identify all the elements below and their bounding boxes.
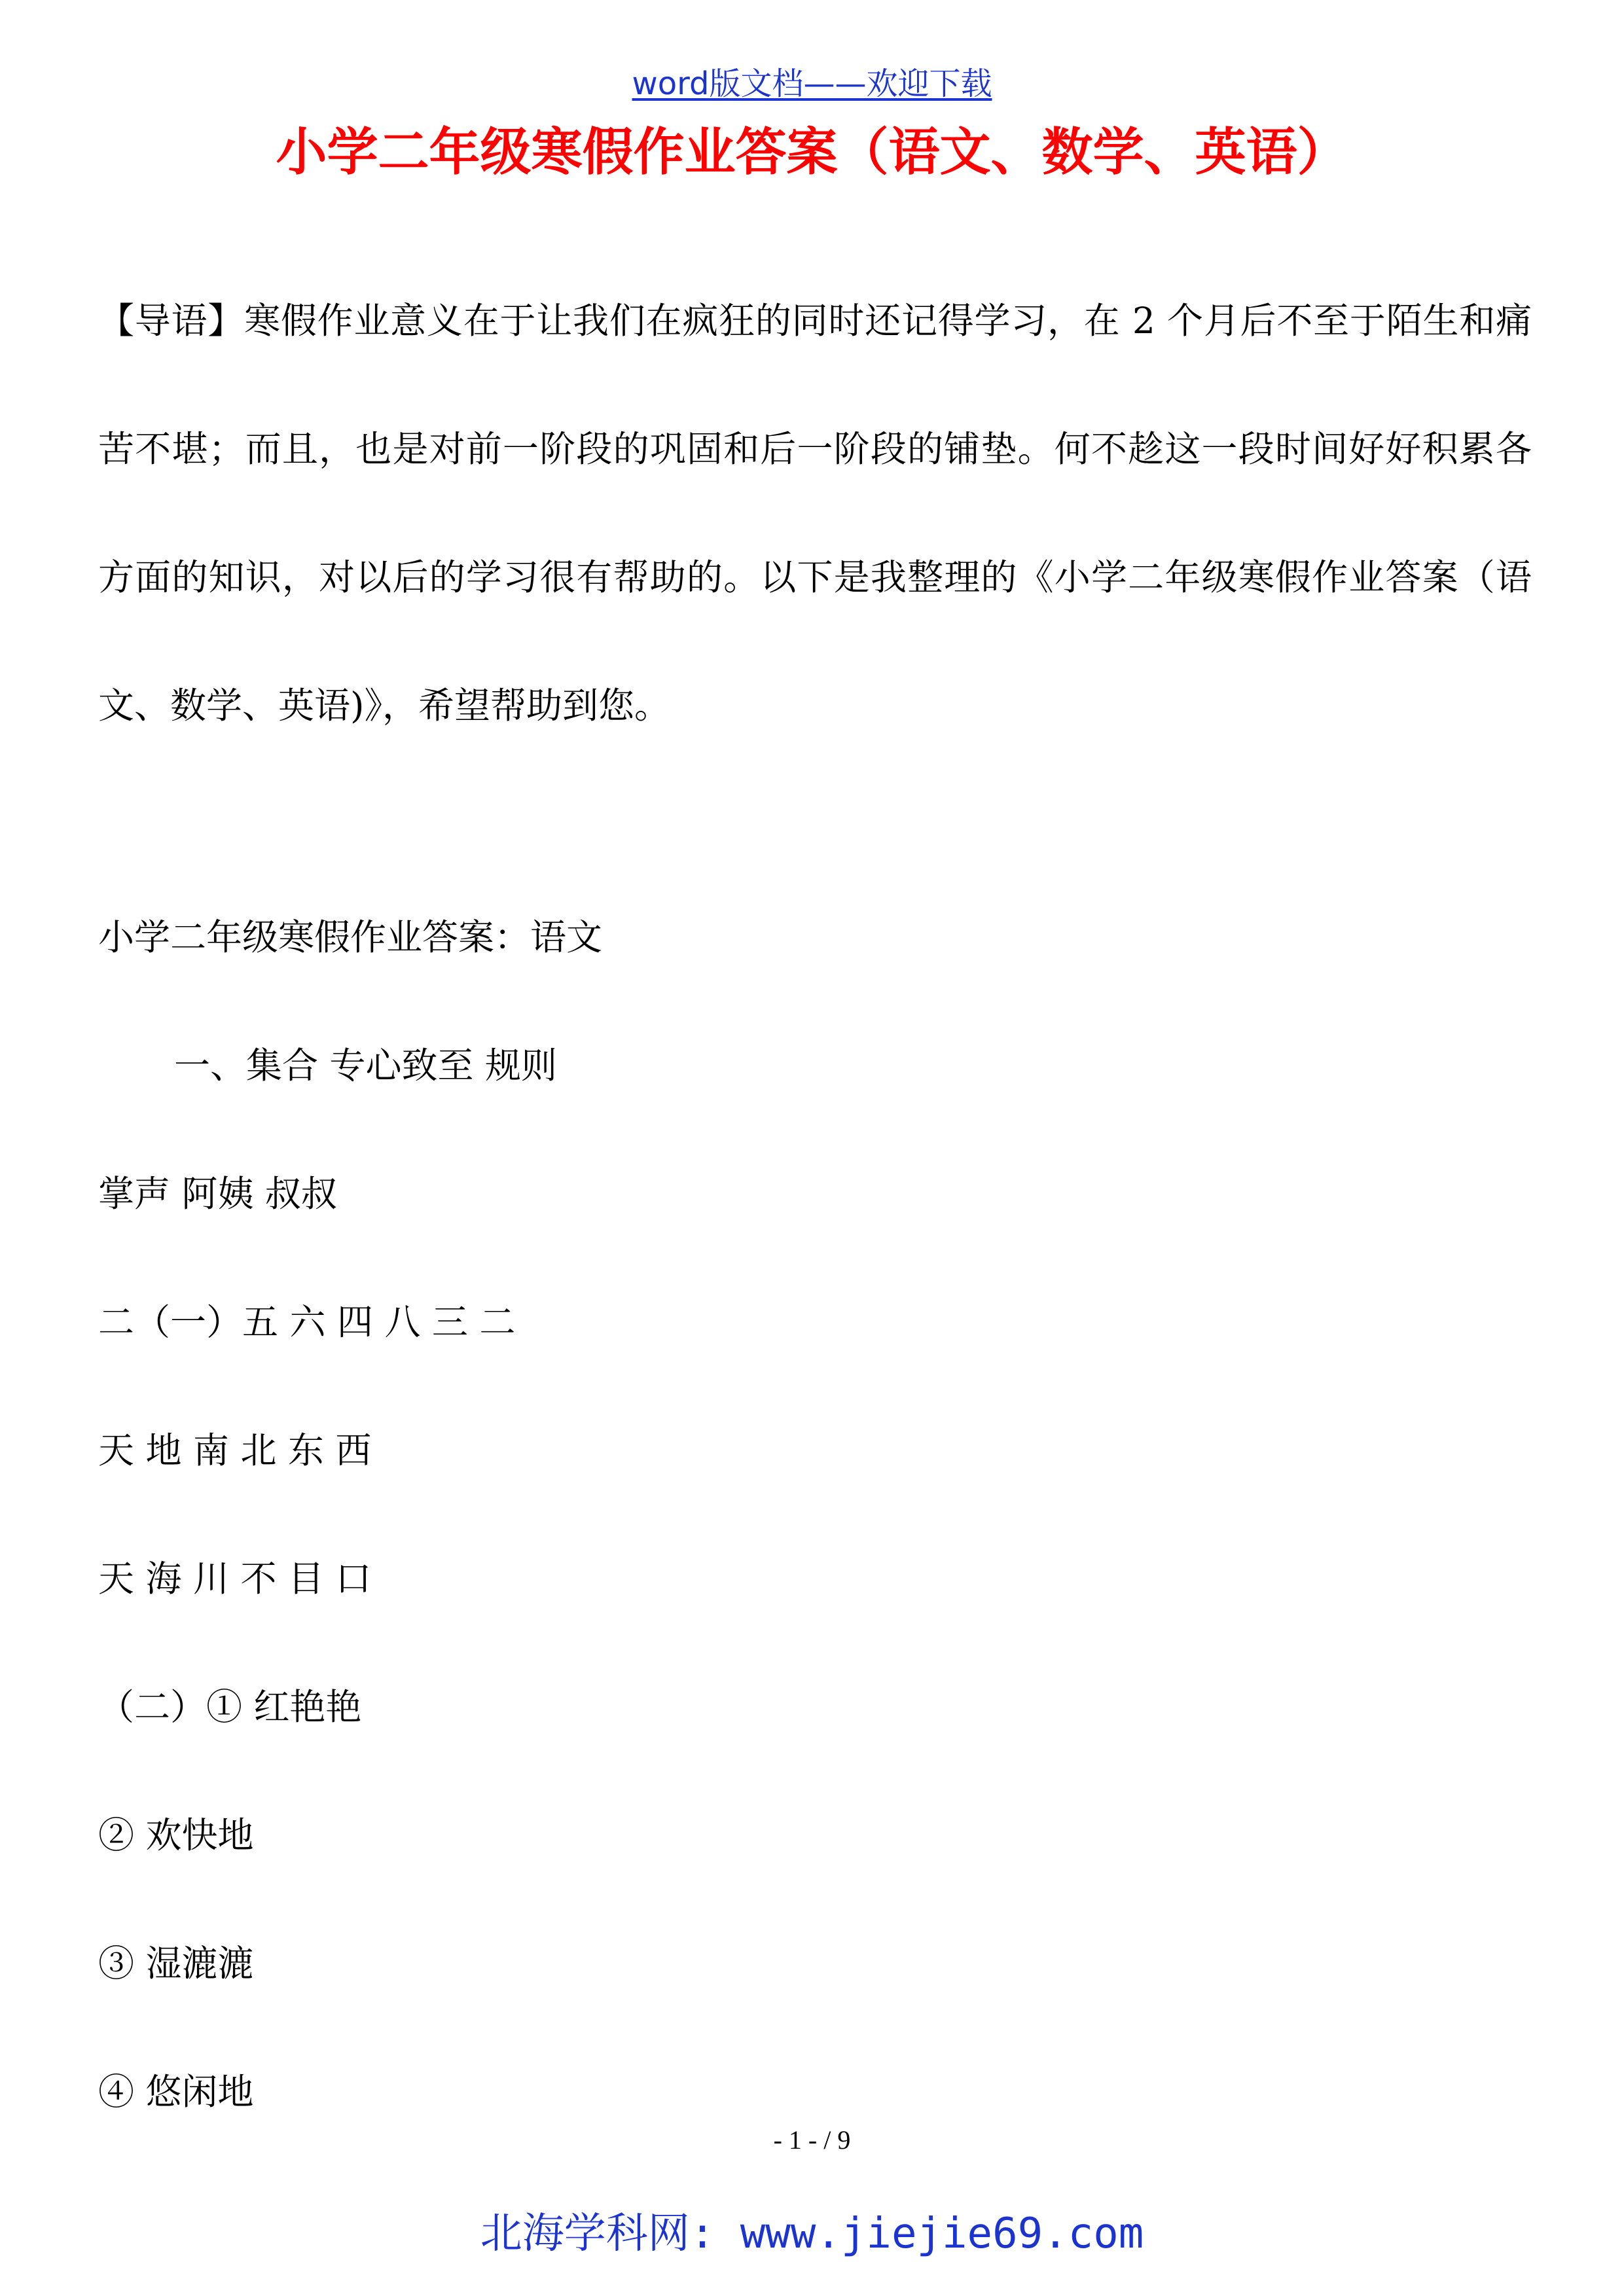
answer-line-8: ③ 湿漉漉 xyxy=(98,1943,254,1984)
answer-line-4: 天 地 南 北 东 西 xyxy=(98,1429,372,1471)
document-title: 小学二年级寒假作业答案（语文、数学、英语） xyxy=(276,123,1348,182)
answer-line-5: 天 海 川 不 目 口 xyxy=(98,1558,372,1600)
header-download-link[interactable]: word版文档——欢迎下载 xyxy=(632,65,992,102)
answer-line-6: （二）① 红艳艳 xyxy=(98,1686,362,1728)
intro-paragraph: 【导语】寒假作业意义在于让我们在疯狂的同时还记得学习，在 2 个月后不至于陌生和痛苦不堪；而且，也是对前一阶段的巩固和后一阶段的铺垫。何不趁这一段时间好好积累各方面的知识，对以后的学习很有帮助的。以下是我整理的《小学二年级寒假作业答案（语文、数学、英语)》，希望帮助到您。 xyxy=(98,300,1532,726)
answer-line-1: 一、集合 专心致至 规则 xyxy=(174,1045,557,1086)
answer-line-2: 掌声 阿姨 叔叔 xyxy=(98,1173,337,1215)
page-number: - 1 - / 9 xyxy=(773,2125,851,2155)
answer-line-9: ④ 悠闲地 xyxy=(98,2071,254,2113)
section-heading-chinese: 小学二年级寒假作业答案：语文 xyxy=(98,916,603,958)
footer-site-link[interactable]: 北海学科网: www.jiejie69.com xyxy=(480,2210,1144,2258)
answer-line-3: 二（一）五 六 四 八 三 二 xyxy=(98,1301,516,1343)
answer-line-7: ② 欢快地 xyxy=(98,1814,254,1856)
